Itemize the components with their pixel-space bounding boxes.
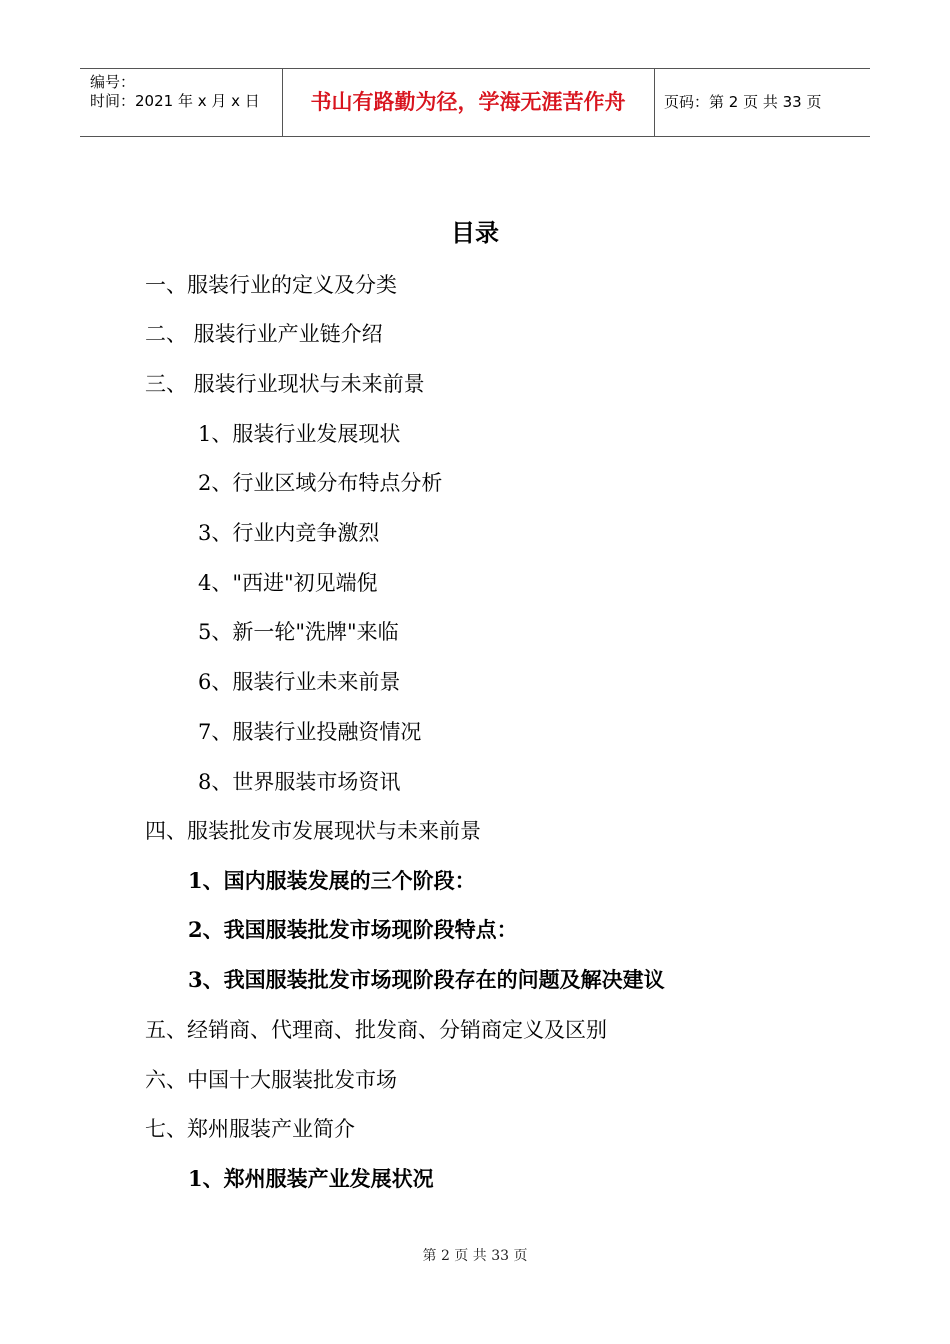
toc-item: 3、我国服装批发市场现阶段存在的问题及解决建议	[188, 967, 665, 992]
toc-item: 7、服装行业投融资情况	[198, 720, 422, 744]
header-motto-cell	[282, 69, 655, 136]
time-label: 时间：2021 年 x 月 x 日	[90, 92, 260, 110]
toc-item: 1、国内服装发展的三个阶段：	[188, 868, 476, 893]
toc-item: 三、 服装行业现状与未来前景	[145, 372, 425, 396]
toc-item: 2、行业区域分布特点分析	[198, 471, 443, 495]
page-footer: 第 2 页 共 33 页	[422, 1248, 528, 1264]
toc-item: 二、 服装行业产业链介绍	[145, 322, 383, 346]
toc-item: 1、郑州服装产业发展状况	[188, 1166, 434, 1191]
toc-item: 4、"西进"初见端倪	[198, 571, 378, 595]
toc-item: 五、经销商、代理商、批发商、分销商定义及区别	[145, 1018, 607, 1042]
toc-item: 四、服装批发市发展现状与未来前景	[145, 819, 481, 843]
toc-item: 8、世界服装市场资讯	[198, 770, 401, 794]
toc-item: 5、新一轮"洗牌"来临	[198, 620, 399, 644]
toc-item: 六、中国十大服装批发市场	[145, 1068, 397, 1092]
toc-item: 七、郑州服装产业简介	[145, 1117, 355, 1141]
header-page-info: 页码：第 2 页 共 33 页	[664, 93, 822, 111]
toc-item: 1、服装行业发展现状	[198, 422, 401, 446]
page-header	[80, 68, 870, 137]
toc-title: 目录	[451, 219, 499, 247]
header-page-cell	[654, 69, 870, 136]
toc-item: 6、服装行业未来前景	[198, 670, 401, 694]
toc-item: 一、服装行业的定义及分类	[145, 273, 397, 297]
header-meta	[80, 69, 283, 136]
toc-item: 3、行业内竞争激烈	[198, 521, 380, 545]
toc-item: 2、我国服装批发市场现阶段特点：	[188, 917, 518, 942]
number-label: 编号：	[90, 73, 136, 91]
header-motto: 书山有路勤为径，学海无涯苦作舟	[310, 90, 626, 114]
